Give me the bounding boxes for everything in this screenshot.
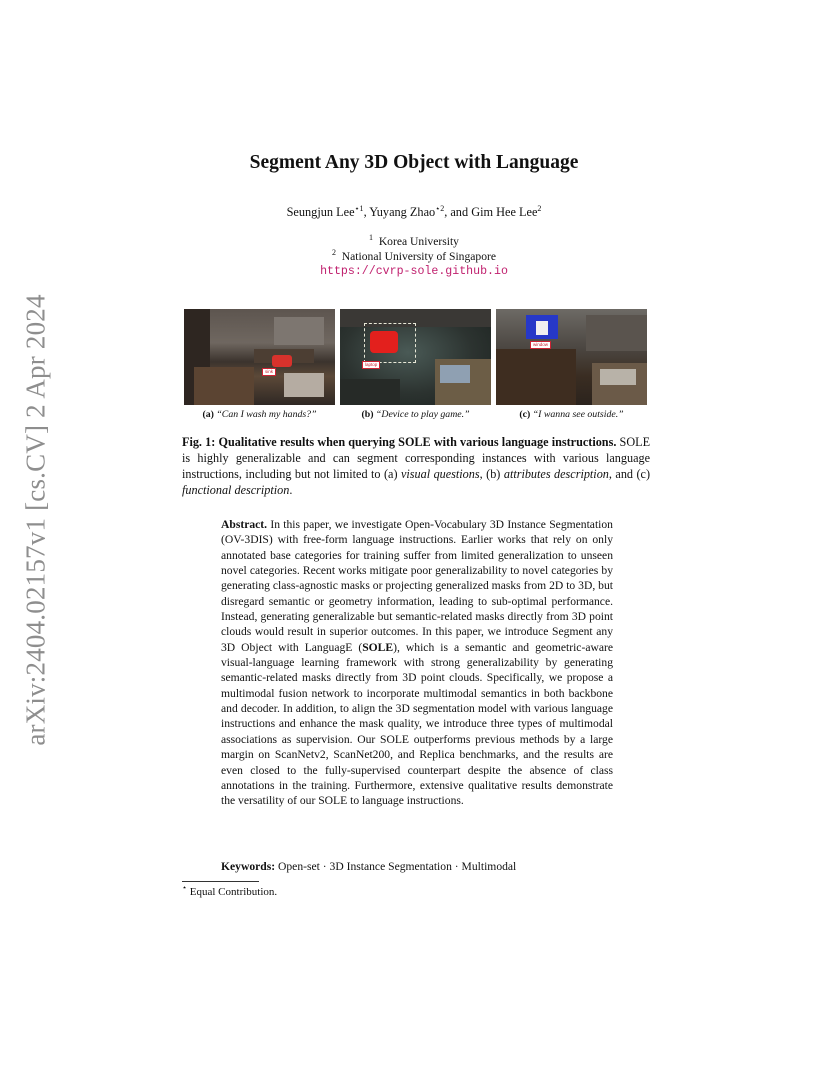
instance-tag: laptop [362, 361, 380, 369]
author-mark: ⋆1 [354, 204, 364, 213]
footnote-text: Equal Contribution. [189, 886, 278, 898]
footnote-divider [182, 881, 259, 882]
figure-caption-text: . [289, 483, 293, 497]
figure-caption-text: , and (c) [608, 467, 651, 481]
abstract-text: ), which is a semantic and geometric-aware visual-language learning framework with strong generalizability by generating semantic-related masks directly from 3D point clouds. Specifically, we propose a multimodal fusion network to incorporate multimodal semantics in both backbone and decoder. In addition, to align the 3D segmentation model with various language instructions and enhance the mask quality, we introduce three types of multimodal associations as supervision. Our SOLE outperforms previous methods by a large margin on ScanNetv2, ScanNet200, and Replica benchmarks, and the results are even closed to the fully-supervised counterpart despite the absence of class annotations in the training. Furthermore, extensive qualitative results demonstrate the versatility of our SOLE to language instructions. [221, 640, 613, 808]
keywords [221, 860, 621, 873]
arxiv-identifier-stamp: arXiv:2404.02157v1 [cs.CV] 2 Apr 2024 [20, 294, 51, 746]
abstract [221, 517, 613, 809]
figure-panel-c-image [496, 309, 647, 405]
subcaption-text: “Device to play game.” [375, 409, 470, 420]
affiliation [0, 235, 828, 248]
figure-caption-lead: Qualitative results when querying SOLE with various language instructions. [218, 435, 617, 449]
figure-caption-text: SOLE is highly generalizable and can segment corresponding instances with various language instructions, including but not limited to (a) [182, 435, 651, 481]
figure-panel-b-image [340, 309, 491, 405]
affiliation-mark: 2 [331, 248, 336, 257]
subcaption-c [496, 409, 647, 420]
author-separator: , [363, 205, 370, 219]
subcaption-label: (c) [519, 409, 531, 420]
abstract-heading: Abstract. [221, 518, 268, 531]
subcaption-b [340, 409, 491, 420]
abstract-text: In this paper, we investigate Open-Vocabulary 3D Instance Segmentation (OV-3DIS) with free-form language instructions. Earlier works that rely on only annotated base categories for training suffer from limited generalization to unseen novel categories. Recent works mitigate poor generalizability to novel categories by generating class-agnostic masks or projecting generalized masks from 2D to 3D, but disregard semantic or geometry information, leading to sub-optimal performance. Instead, generating generalizable but semantic-related masks directly from 3D point clouds would result in superior outcomes. In this paper, we introduce Segment any 3D Object with LanguagE ( [221, 518, 613, 654]
affiliation-name: Korea University [378, 235, 459, 248]
abstract-sole-bold: SOLE [362, 640, 394, 654]
keywords-label: Keywords: [221, 860, 276, 873]
figure-caption-label: Fig. 1: [182, 435, 216, 449]
figure-caption [182, 434, 650, 498]
author-mark: 2 [537, 204, 542, 213]
footnote [182, 883, 278, 898]
author-name: Yuyang Zhao [369, 205, 436, 219]
figure-caption-emphasis: visual questions [400, 467, 480, 481]
instance-tag: sink [262, 368, 276, 376]
affiliation-mark: 1 [369, 233, 374, 242]
keywords-text: Open-set · 3D Instance Segmentation · Multimodal [278, 860, 517, 873]
author-mark: ⋆2 [435, 204, 445, 213]
figure-caption-emphasis: functional description [182, 483, 290, 497]
subcaption-label: (b) [361, 409, 374, 420]
author-name: Seungjun Lee [286, 205, 355, 219]
figure-panel-a-image [184, 309, 335, 405]
author-line [0, 205, 828, 220]
project-url-link[interactable]: https://cvrp-sole.github.io [320, 265, 508, 278]
subcaption-text: “I wanna see outside.” [532, 409, 624, 420]
author-name: Gim Hee Lee [471, 205, 538, 219]
paper-title: Segment Any 3D Object with Language [249, 152, 579, 173]
subcaption-label: (a) [202, 409, 214, 420]
subcaption-a [184, 409, 335, 420]
instance-tag: window [530, 341, 551, 349]
author-separator: , and [444, 205, 472, 219]
affiliation-name: National University of Singapore [341, 250, 497, 263]
footnote-mark: ⋆ [182, 883, 188, 892]
affiliation [0, 250, 828, 263]
figure-caption-text: , (b) [479, 467, 504, 481]
subcaption-text: “Can I wash my hands?” [216, 409, 317, 420]
figure-caption-emphasis: attributes description [503, 467, 609, 481]
